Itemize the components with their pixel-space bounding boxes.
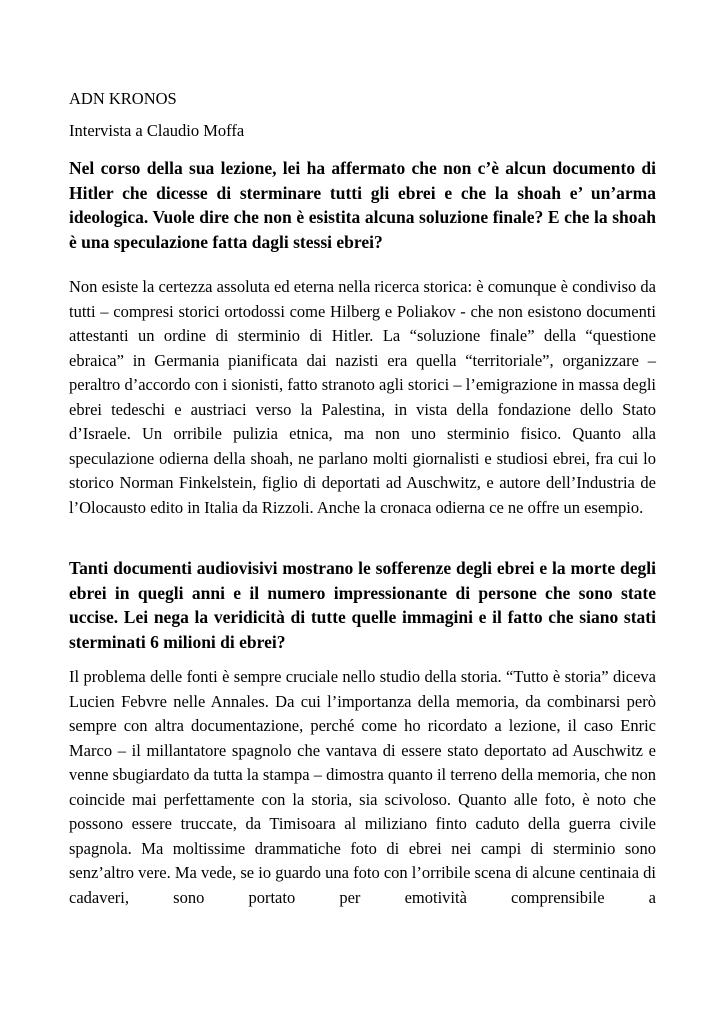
answer-1: Non esiste la certezza assoluta ed eterna nella ricerca storica: è comunque è condiviso da tutti – compresi storici ortodossi come Hilberg e Poliakov - che non esistono documenti attestanti un ordine di sterminio di Hitler. La “soluzione finale” della “questione ebraica” in Germania pianificata dai nazisti era quella “territoriale”, organizzare – peraltro d’accordo con i sionisti, fatto stranoto agli storici – l’emigrazione in massa degli ebrei tedeschi e austriaci verso la Palestina, in vista della fondazione dello Stato d’Israele. Un orribile pulizia etnica, ma non uno sterminio fisico. Quanto alla speculazione odierna della shoah, ne parlano molti giornalisti e studiosi ebrei, fra cui lo storico Norman Finkelstein, figlio di deportati ad Auschwitz, e autore dell’Industria de l’Olocausto edito in Italia da Rizzoli. Anche la cronaca odierna ce ne offre un esempio. [69,277,656,517]
interview-subtitle: Intervista a Claudio Moffa [69,121,245,140]
question-2: Tanti documenti audiovisivi mostrano le sofferenze degli ebrei e la morte degli ebrei in quegli anni e il numero impressionante di persone che sono state uccise. Lei nega la veridicità di tutte quelle immagini e il fatto che siano stati sterminati 6 milioni di ebrei? [69,558,656,652]
answer-2: Il problema delle fonti è sempre cruciale nello studio della storia. “Tutto è storia” diceva Lucien Febvre nelle Annales. Da cui l’importanza della memoria, da combinarsi però sempre con altra documentazione, perché come ho ricordato a lezione, il caso Enric Marco – il millantatore spagnolo che vantava di essere stato deportato ad Auschwitz e venne sbugiardato da tutta la stampa – dimostra quanto il terreno della memoria, che non coincide mai perfettamente con la storia, sia scivoloso. Quanto alle foto, è noto che possono essere truccate, da Timisoara al miliziano finto caduto della guerra civile spagnola. Ma moltissime drammatiche foto di ebrei nei campi di sterminio sono senz’altro vere. Ma vede, se io guardo una foto con l’orribile scena di alcune centinaia di cadaveri, sono portato per emotività comprensibile a [69,667,656,907]
source-label: ADN KRONOS [69,89,177,108]
document-page [69,86,656,910]
question-1: Nel corso della sua lezione, lei ha affermato che non c’è alcun documento di Hitler che dicesse di sterminare tutti gli ebrei e che la shoah e’ un’arma ideologica. Vuole dire che non è esistita alcuna soluzione finale? E che la shoah è una speculazione fatta dagli stessi ebrei? [69,158,656,252]
